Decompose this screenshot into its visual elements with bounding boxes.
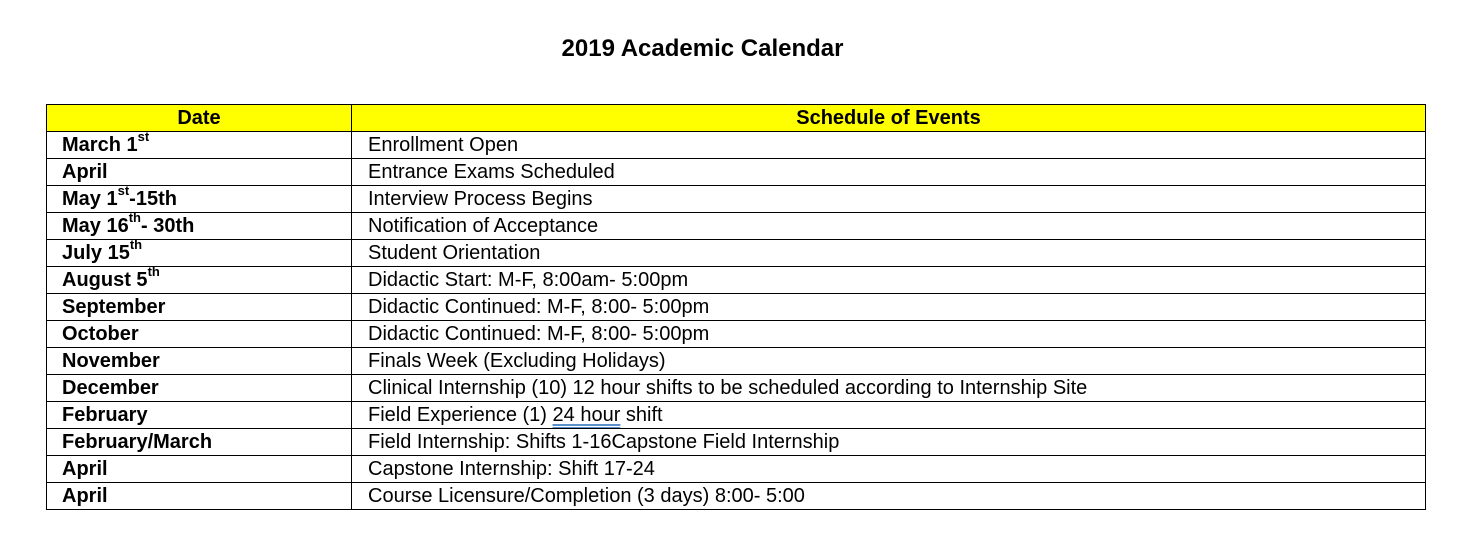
- events-column-header: Schedule of Events: [352, 105, 1426, 132]
- date-cell: May 16th- 30th: [47, 213, 352, 240]
- table-row: [47, 483, 1426, 510]
- table-row: [47, 294, 1426, 321]
- table-row: [47, 186, 1426, 213]
- event-cell: Capstone Internship: Shift 17-24: [352, 456, 1426, 483]
- table-row: [47, 159, 1426, 186]
- date-cell: August 5th: [47, 267, 352, 294]
- date-cell: April: [47, 483, 352, 510]
- event-cell: Clinical Internship (10) 12 hour shifts to be scheduled according to Internship Site: [352, 375, 1426, 402]
- date-cell: February: [47, 402, 352, 429]
- event-cell: Student Orientation: [352, 240, 1426, 267]
- event-cell: Didactic Start: M-F, 8:00am- 5:00pm: [352, 267, 1426, 294]
- date-cell: July 15th: [47, 240, 352, 267]
- table-row: [47, 456, 1426, 483]
- table-row: [47, 267, 1426, 294]
- event-cell: Enrollment Open: [352, 132, 1426, 159]
- page-title: 2019 Academic Calendar: [561, 35, 844, 62]
- event-cell: Entrance Exams Scheduled: [352, 159, 1426, 186]
- event-cell: Field Internship: Shifts 1-16Capstone Field Internship: [352, 429, 1426, 456]
- table-row: [47, 132, 1426, 159]
- event-cell: Didactic Continued: M-F, 8:00- 5:00pm: [352, 321, 1426, 348]
- event-cell: Interview Process Begins: [352, 186, 1426, 213]
- event-cell: Notification of Acceptance: [352, 213, 1426, 240]
- event-cell: Didactic Continued: M-F, 8:00- 5:00pm: [352, 294, 1426, 321]
- underlined-text: 24 hour: [552, 404, 621, 426]
- table-row: [47, 402, 1426, 429]
- table-row: [47, 213, 1426, 240]
- table-header-row: [47, 105, 1426, 132]
- date-cell: March 1st: [47, 132, 352, 159]
- date-cell: September: [47, 294, 352, 321]
- date-column-header: Date: [47, 105, 352, 132]
- date-cell: November: [47, 348, 352, 375]
- date-cell: February/March: [47, 429, 352, 456]
- table-row: [47, 321, 1426, 348]
- table-row: [47, 429, 1426, 456]
- event-cell: Finals Week (Excluding Holidays): [352, 348, 1426, 375]
- date-cell: May 1st-15th: [47, 186, 352, 213]
- date-cell: April: [47, 456, 352, 483]
- event-cell: Field Experience (1) 24 hour shift: [352, 402, 1426, 429]
- date-cell: December: [47, 375, 352, 402]
- table-row: [47, 348, 1426, 375]
- date-cell: April: [47, 159, 352, 186]
- academic-calendar-table: [46, 104, 1426, 510]
- date-cell: October: [47, 321, 352, 348]
- table-row: [47, 375, 1426, 402]
- table-row: [47, 240, 1426, 267]
- event-cell: Course Licensure/Completion (3 days) 8:00- 5:00: [352, 483, 1426, 510]
